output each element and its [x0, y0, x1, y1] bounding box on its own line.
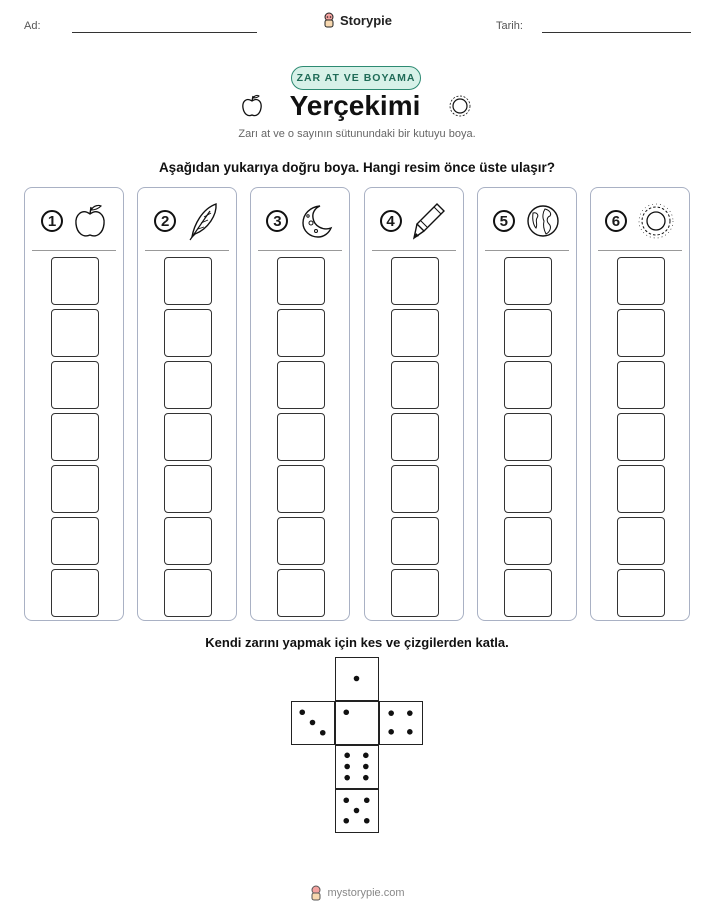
color-box[interactable] — [504, 257, 552, 305]
column-1 — [24, 187, 124, 621]
color-box[interactable] — [277, 309, 325, 357]
column-4 — [364, 187, 464, 621]
color-box[interactable] — [504, 413, 552, 461]
color-box[interactable] — [391, 465, 439, 513]
color-box[interactable] — [617, 465, 665, 513]
color-box[interactable] — [51, 309, 99, 357]
die-face-bottom — [335, 789, 379, 833]
color-box[interactable] — [504, 517, 552, 565]
color-box[interactable] — [504, 569, 552, 617]
brand-logo — [0, 12, 714, 28]
cell-stack — [617, 257, 665, 617]
column-divider — [598, 250, 682, 251]
color-box[interactable] — [617, 413, 665, 461]
color-box[interactable] — [164, 413, 212, 461]
color-box[interactable] — [51, 465, 99, 513]
earth-icon — [525, 203, 561, 239]
column-header — [138, 198, 236, 244]
color-box[interactable] — [277, 257, 325, 305]
column-number: 2 — [154, 210, 176, 232]
name-label: Ad: — [24, 20, 41, 32]
color-box[interactable] — [164, 257, 212, 305]
die-pips-1 — [336, 658, 377, 699]
column-5 — [477, 187, 577, 621]
color-box[interactable] — [51, 569, 99, 617]
color-box[interactable] — [51, 413, 99, 461]
die-pips-1 — [336, 702, 377, 743]
cell-stack — [504, 257, 552, 617]
date-label: Tarih: — [496, 20, 523, 32]
brand-name: Storypie — [339, 12, 392, 28]
column-number: 3 — [266, 210, 288, 232]
column-number: 4 — [380, 210, 402, 232]
sun-icon — [446, 92, 474, 120]
die-pips-4 — [380, 702, 421, 743]
die-face-right — [379, 701, 423, 745]
die-face-left — [291, 701, 335, 745]
die-face-top — [335, 657, 379, 701]
moon-icon — [298, 203, 334, 239]
column-header — [478, 198, 576, 244]
color-box[interactable] — [277, 413, 325, 461]
color-box[interactable] — [51, 517, 99, 565]
name-line[interactable] — [72, 32, 257, 33]
color-box[interactable] — [391, 413, 439, 461]
color-box[interactable] — [164, 361, 212, 409]
color-box[interactable] — [617, 257, 665, 305]
color-box[interactable] — [504, 361, 552, 409]
color-box[interactable] — [504, 309, 552, 357]
footer — [0, 885, 714, 901]
cut-instruction: Kendi zarını yapmak için kes ve çizgilerden katla. — [205, 635, 509, 650]
column-divider — [485, 250, 569, 251]
cell-stack — [391, 257, 439, 617]
column-3 — [250, 187, 350, 621]
column-divider — [32, 250, 116, 251]
pencil-icon — [412, 201, 448, 241]
cell-stack — [164, 257, 212, 617]
activity-badge: ZAR AT VE BOYAMA — [291, 66, 421, 90]
storypie-mascot-icon — [322, 12, 336, 28]
color-box[interactable] — [51, 361, 99, 409]
color-box[interactable] — [277, 361, 325, 409]
color-box[interactable] — [277, 569, 325, 617]
cell-stack — [51, 257, 99, 617]
color-box[interactable] — [277, 465, 325, 513]
column-6 — [590, 187, 690, 621]
column-header — [365, 198, 463, 244]
color-box[interactable] — [164, 569, 212, 617]
page-title: Yerçekimi — [289, 90, 421, 121]
column-number: 5 — [493, 210, 515, 232]
column-divider — [145, 250, 229, 251]
color-box[interactable] — [617, 361, 665, 409]
column-header — [25, 198, 123, 244]
color-box[interactable] — [51, 257, 99, 305]
color-box[interactable] — [617, 517, 665, 565]
apple-icon — [73, 202, 107, 240]
sun-icon — [637, 202, 675, 240]
color-box[interactable] — [164, 465, 212, 513]
race-columns — [24, 187, 690, 623]
feather-icon — [186, 201, 220, 241]
column-header — [251, 198, 349, 244]
title-row — [0, 90, 714, 122]
color-box[interactable] — [391, 361, 439, 409]
footer-url[interactable]: mystorypie.com — [327, 887, 405, 899]
color-box[interactable] — [391, 257, 439, 305]
die-pips-5 — [336, 790, 377, 831]
column-header — [591, 198, 689, 244]
storypie-mascot-icon — [309, 885, 323, 901]
column-divider — [372, 250, 456, 251]
color-box[interactable] — [391, 517, 439, 565]
apple-icon — [240, 93, 264, 119]
die-face-center — [335, 701, 379, 745]
date-line[interactable] — [542, 32, 691, 33]
color-box[interactable] — [391, 309, 439, 357]
color-box[interactable] — [504, 465, 552, 513]
cell-stack — [277, 257, 325, 617]
instruction: Aşağıdan yukarıya doğru boya. Hangi resim önce üste ulaşır? — [158, 160, 556, 175]
subtitle: Zarı at ve o sayının sütunundaki bir kutuyu boya. — [238, 128, 476, 140]
column-number: 6 — [605, 210, 627, 232]
column-number: 1 — [41, 210, 63, 232]
color-box[interactable] — [391, 569, 439, 617]
die-pips-3 — [292, 702, 333, 743]
color-box[interactable] — [617, 309, 665, 357]
die-pips-6 — [336, 746, 377, 787]
column-2 — [137, 187, 237, 621]
color-box[interactable] — [164, 517, 212, 565]
die-face-lower — [335, 745, 379, 789]
color-box[interactable] — [277, 517, 325, 565]
color-box[interactable] — [617, 569, 665, 617]
column-divider — [258, 250, 342, 251]
color-box[interactable] — [164, 309, 212, 357]
